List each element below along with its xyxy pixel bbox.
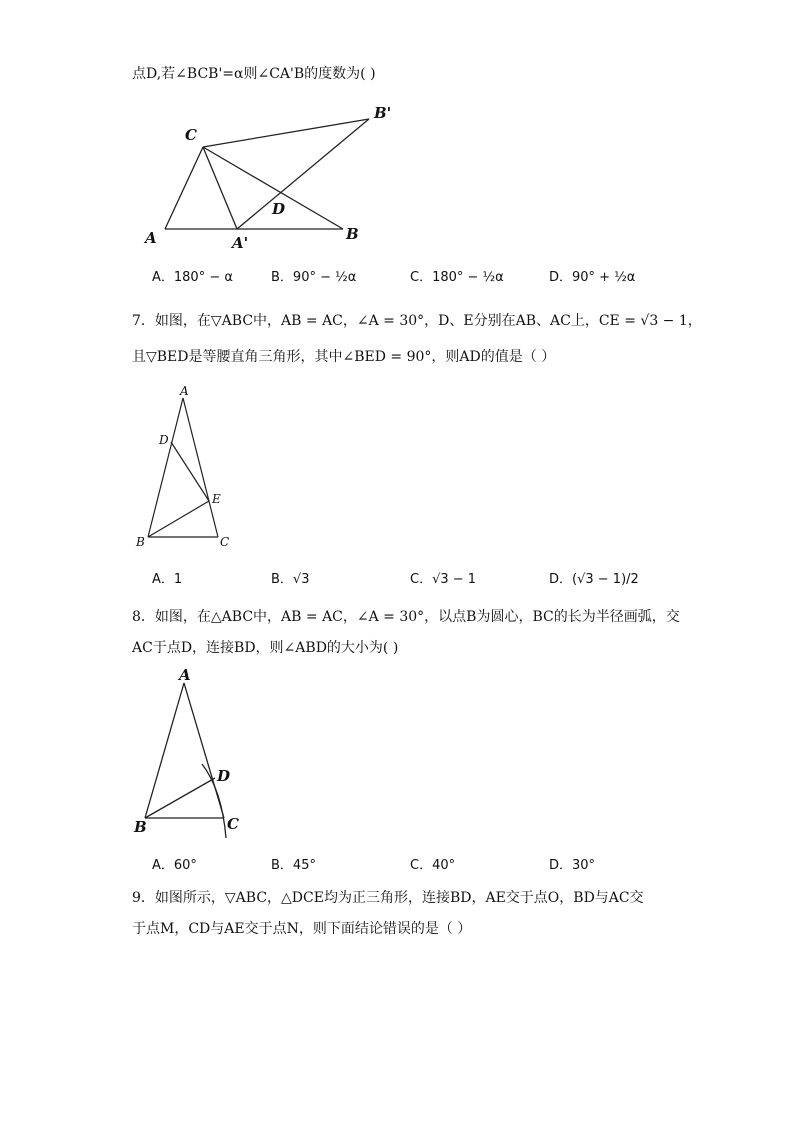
fig8-label-c: C bbox=[227, 815, 239, 833]
fig6-label-d: D bbox=[272, 200, 286, 218]
fig7-label-e: E bbox=[212, 492, 221, 506]
q7-stem-line2: 且▽BED是等腰直角三角形，其中∠BED = 90°，则AD的值是（ ） bbox=[132, 349, 556, 365]
q6-stem: 点D,若∠BCB'=α则∠CA'B的度数为( ) bbox=[132, 66, 376, 82]
q6-option-d: D．90° + ½α bbox=[549, 270, 636, 285]
q7-option-d: D．(√3 − 1)/2 bbox=[549, 572, 639, 587]
q6-option-a: A．180° − α bbox=[152, 270, 233, 285]
fig6-label-aprime: A' bbox=[232, 234, 249, 252]
q9-stem-line1: 9．如图所示，▽ABC，△DCE均为正三角形，连接BD，AE交于点O，BD与AC交 bbox=[132, 890, 644, 906]
fig6-label-a: A bbox=[145, 229, 157, 247]
q6-option-b: B．90° − ½α bbox=[271, 270, 357, 285]
fig8-label-b: B bbox=[134, 818, 147, 836]
fig8-label-a: A bbox=[179, 666, 191, 684]
q8-option-a: A．60° bbox=[152, 858, 197, 873]
fig7-label-a: A bbox=[180, 384, 189, 398]
fig7-label-b: B bbox=[136, 535, 145, 549]
fig7-label-d: D bbox=[159, 433, 169, 447]
q9-stem-line2: 于点M，CD与AE交于点N，则下面结论错误的是（ ） bbox=[132, 921, 472, 937]
q8-stem-line2: AC于点D，连接BD，则∠ABD的大小为( ) bbox=[132, 640, 399, 656]
q8-option-c: C．40° bbox=[410, 858, 456, 873]
fig7-label-c: C bbox=[220, 535, 230, 549]
fig6-label-c: C bbox=[185, 126, 197, 144]
q7-option-c: C．√3 − 1 bbox=[410, 572, 477, 587]
q7-option-a: A．1 bbox=[152, 572, 183, 587]
q8-option-b: B．45° bbox=[271, 858, 316, 873]
q6-option-c: C．180° − ½α bbox=[410, 270, 504, 285]
q8-stem-line1: 8．如图，在△ABC中，AB = AC，∠A = 30°，以点B为圆心，BC的长为半径画弧，交 bbox=[132, 609, 680, 625]
q7-option-b: B．√3 bbox=[271, 572, 310, 587]
q7-stem-line1: 7．如图，在▽ABC中，AB = AC，∠A = 30°，D、E分别在AB、AC上，CE = √3 − 1， bbox=[132, 313, 702, 329]
fig8-label-d: D bbox=[217, 767, 231, 785]
q8-option-d: D．30° bbox=[549, 858, 596, 873]
fig6-label-b: B bbox=[346, 225, 359, 243]
fig6-label-bprime: B' bbox=[374, 104, 392, 122]
